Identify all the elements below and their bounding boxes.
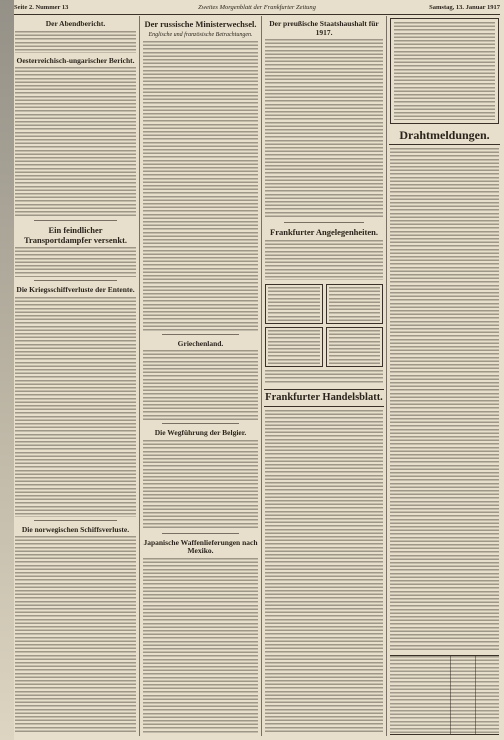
notice-box [326, 327, 384, 367]
divider [284, 222, 364, 223]
notice-text [268, 287, 320, 321]
divider [162, 334, 239, 335]
article-body [15, 31, 136, 53]
column-rule [261, 16, 262, 736]
article-body [15, 536, 136, 734]
divider [162, 423, 239, 424]
article-heading: Der Abendbericht. [45, 19, 106, 28]
issue-date: Samstag, 13. Januar 1917 [429, 4, 500, 11]
column-2 [142, 17, 259, 735]
column-1 [14, 17, 137, 735]
notice-box [265, 327, 323, 367]
article-body [143, 558, 258, 735]
article-heading: Die norwegischen Schiffsverluste. [21, 524, 130, 534]
article-heading: Die Kriegsschiffverluste der Entente. [16, 285, 135, 294]
article-body [265, 410, 383, 735]
notice-box [390, 18, 499, 124]
article-heading: Der russische Ministerwechsel. [144, 19, 257, 29]
notice-text [329, 287, 381, 321]
divider [34, 220, 117, 221]
article-body [265, 240, 383, 280]
notice-text [268, 330, 320, 364]
article-body [15, 247, 136, 277]
column-rule [386, 16, 387, 736]
page-number: Seite 2. Nummer 13 [14, 4, 69, 11]
notice-grid [265, 284, 383, 367]
price-table [390, 655, 499, 735]
column-4 [389, 17, 500, 735]
article-heading: Griechenland. [177, 338, 224, 348]
column-rule [139, 16, 140, 736]
article-body [265, 370, 383, 384]
article-heading: Die Wegführung der Belgier. [154, 428, 247, 437]
page-header [14, 3, 500, 15]
newspaper-title: Zweites Morgenblatt der Frankfurter Zeitung [198, 4, 316, 11]
article-heading: Ein feindlicher Transportdampfer versenkt. [23, 225, 128, 245]
article-heading: Japanische Waffenlieferungen nach Mexiko. [143, 537, 258, 555]
article-body [143, 41, 258, 331]
notice-text [394, 22, 495, 120]
article-body [15, 297, 136, 517]
notice-box [326, 284, 384, 324]
article-heading: Frankfurter Angelegenheiten. [270, 227, 378, 237]
section-masthead: Frankfurter Handelsblatt. [264, 389, 384, 407]
article-heading: Der preußische Staatshaushalt für 1917. [269, 19, 379, 37]
notice-text [329, 330, 381, 364]
section-masthead: Drahtmeldungen. [389, 129, 500, 145]
page-binding-shadow [0, 0, 14, 740]
divider [34, 520, 117, 521]
column-3 [264, 17, 384, 735]
divider [162, 533, 239, 534]
article-body [390, 148, 499, 651]
divider [34, 280, 117, 281]
article-body [265, 39, 383, 219]
article-subheading: Englische und französische Betrachtungen. [148, 31, 253, 38]
article-body [143, 440, 258, 530]
notice-box [265, 284, 323, 324]
article-heading: Oesterreichisch-ungarischer Bericht. [16, 55, 135, 65]
article-body [15, 67, 136, 217]
article-body [143, 350, 258, 420]
